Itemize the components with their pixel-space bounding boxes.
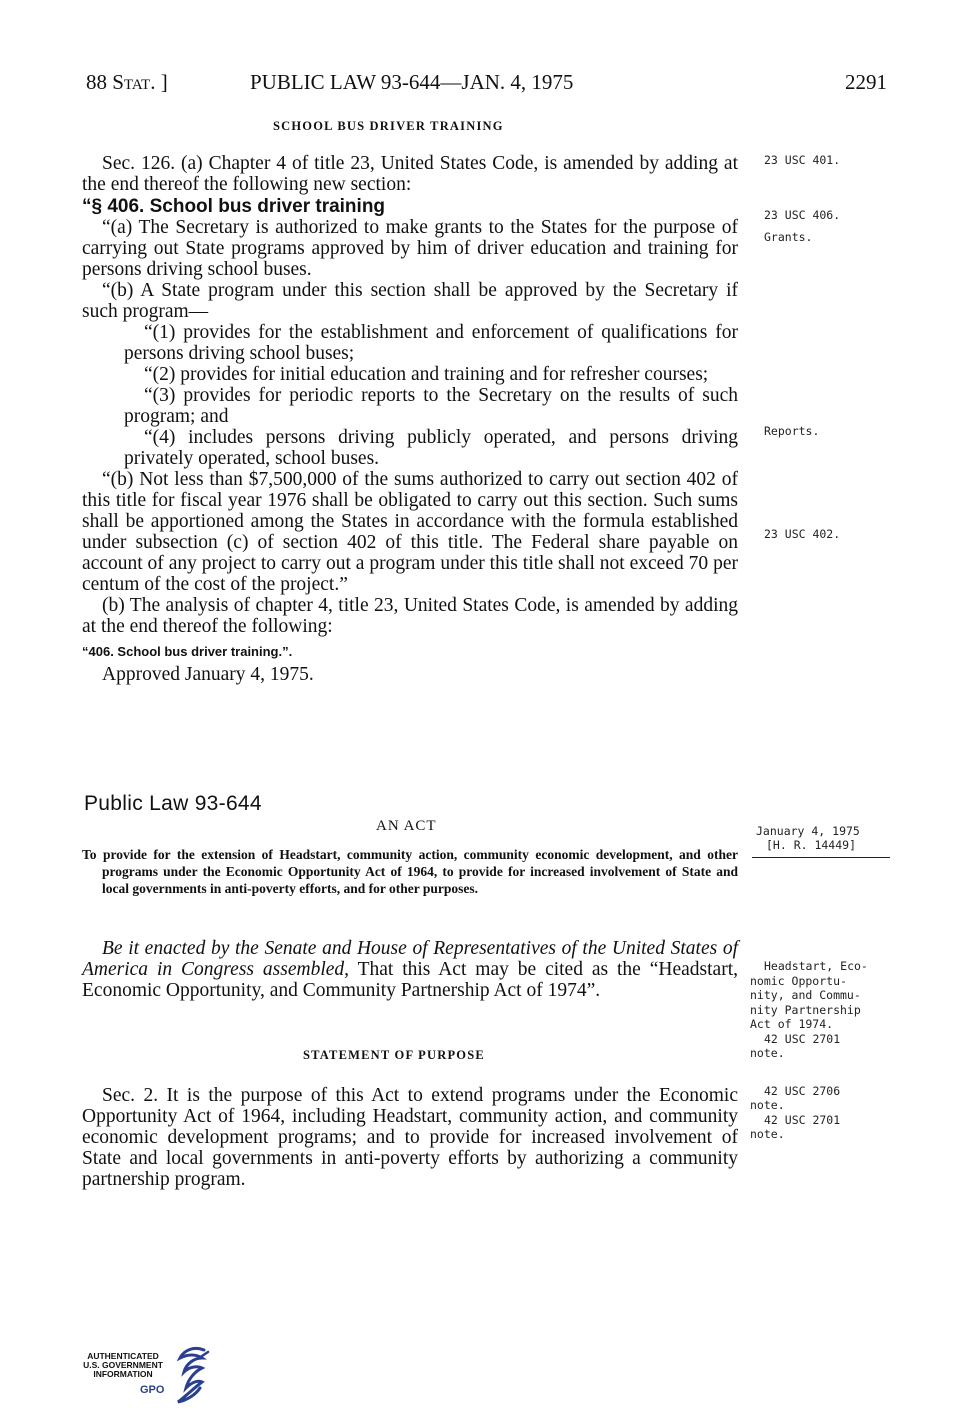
sec2-text: Sec. 2. It is the purpose of this Act to extend programs under the Economic Opportunity Act of 1964, including Headstart, community action, and community economic development programs; and to provide for increased involvement of State and local governments in anti-poverty efforts by authorizing a community partnership program.	[82, 1085, 738, 1190]
approved-date: Approved January 4, 1975.	[102, 664, 314, 685]
analysis-entry: “406. School bus driver training.”.	[82, 644, 293, 659]
margin-divider	[752, 857, 890, 858]
margin-note-short-title: Headstart, Eco- nomic Opportu- nity, and Commu- nity Partnership Act of 1974.	[750, 959, 868, 1031]
margin-note-42usc2701: 42 USC 2701 note.	[750, 1032, 841, 1060]
section-heading: SCHOOL BUS DRIVER TRAINING	[273, 119, 504, 133]
enacting-clause	[82, 938, 738, 1001]
page-title: PUBLIC LAW 93-644—JAN. 4, 1975	[250, 70, 574, 94]
margin-note-42usc2706: 42 USC 2706 note.	[750, 1084, 841, 1112]
margin-note-23usc401: 23 USC 401.	[764, 153, 841, 167]
sec126-paragraph-a: “(a) The Secretary is authorized to make grants to the States for the purpose of carrying out State programs approved by him of driver education and training for persons driving school buses.	[82, 217, 738, 280]
sec126-paragraph-b2: “(b) Not less than $7,500,000 of the sums authorized to carry out section 402 of this title for fiscal year 1976 shall be obligated to carry out this section. Such sums shall be apportioned among the States in accordance with the formula established under subsection (c) of section 402 of this title. The Federal share payable on account of any project to carry out a program under this title shall not exceed 70 per centum of the cost of the project.”	[82, 469, 738, 595]
act-purpose: To provide for the extension of Headstart, community action, community economic development, and other programs under the Economic Opportunity Act of 1964, to provide for increased involvement of State and local governments in anti-poverty efforts, and for other purposes.	[82, 847, 738, 896]
margin-note-date: January 4, 1975	[756, 824, 860, 838]
margin-note-23usc406: 23 USC 406.	[764, 208, 841, 222]
eagle-icon	[164, 1344, 210, 1408]
margin-note-42usc2701-second: 42 USC 2701 note.	[750, 1113, 841, 1141]
sec126-item-1: “(1) provides for the establishment and enforcement of qualifications for persons driving school buses;	[124, 322, 738, 364]
enacting-clause-rest: That this Act may be cited as the “Headstart, Economic Opportunity, and Community Partnership Act of 1974”.	[82, 959, 738, 1001]
volume-reference: 88 Stat. ]	[86, 70, 168, 94]
margin-note-grants: Grants.	[764, 230, 813, 244]
sec126-intro: Sec. 126. (a) Chapter 4 of title 23, United States Code, is amended by adding at the end thereof the following new section:	[82, 153, 738, 195]
section-126-body	[82, 153, 738, 685]
sec126-item-3: “(3) provides for periodic reports to the Secretary on the results of such program; and	[124, 385, 738, 427]
gpo-mark: GPO	[140, 1384, 165, 1396]
section-2-body	[82, 1085, 738, 1190]
margin-note-bill: [H. R. 14449]	[766, 838, 857, 852]
enacting-clause-italic: Be it enacted by the Senate and House of Representatives of the United States of America in Congress assembled,	[82, 938, 738, 980]
an-act-heading: AN ACT	[376, 818, 437, 834]
gpo-authentication-seal: AUTHENTICATED U.S. GOVERNMENT INFORMATION GPO	[76, 1344, 216, 1414]
page-number: 2291	[845, 70, 887, 94]
new-section-title: “§ 406. School bus driver training	[82, 196, 386, 217]
statement-of-purpose-heading: STATEMENT OF PURPOSE	[303, 1048, 485, 1062]
sec126-paragraph-b: “(b) A State program under this section shall be approved by the Secretary if such program—	[82, 280, 738, 322]
sec126-item-2: “(2) provides for initial education and training and for refresher courses;	[144, 364, 709, 385]
public-law-label: Public Law 93-644	[84, 792, 262, 815]
margin-note-reports: Reports.	[764, 424, 820, 438]
margin-note-23usc402: 23 USC 402.	[764, 527, 841, 541]
sec126-item-4: “(4) includes persons driving publicly operated, and persons driving privately operated, school buses.	[124, 427, 738, 469]
sec126-subsection-b: (b) The analysis of chapter 4, title 23, United States Code, is amended by adding at the end thereof the following:	[82, 595, 738, 637]
